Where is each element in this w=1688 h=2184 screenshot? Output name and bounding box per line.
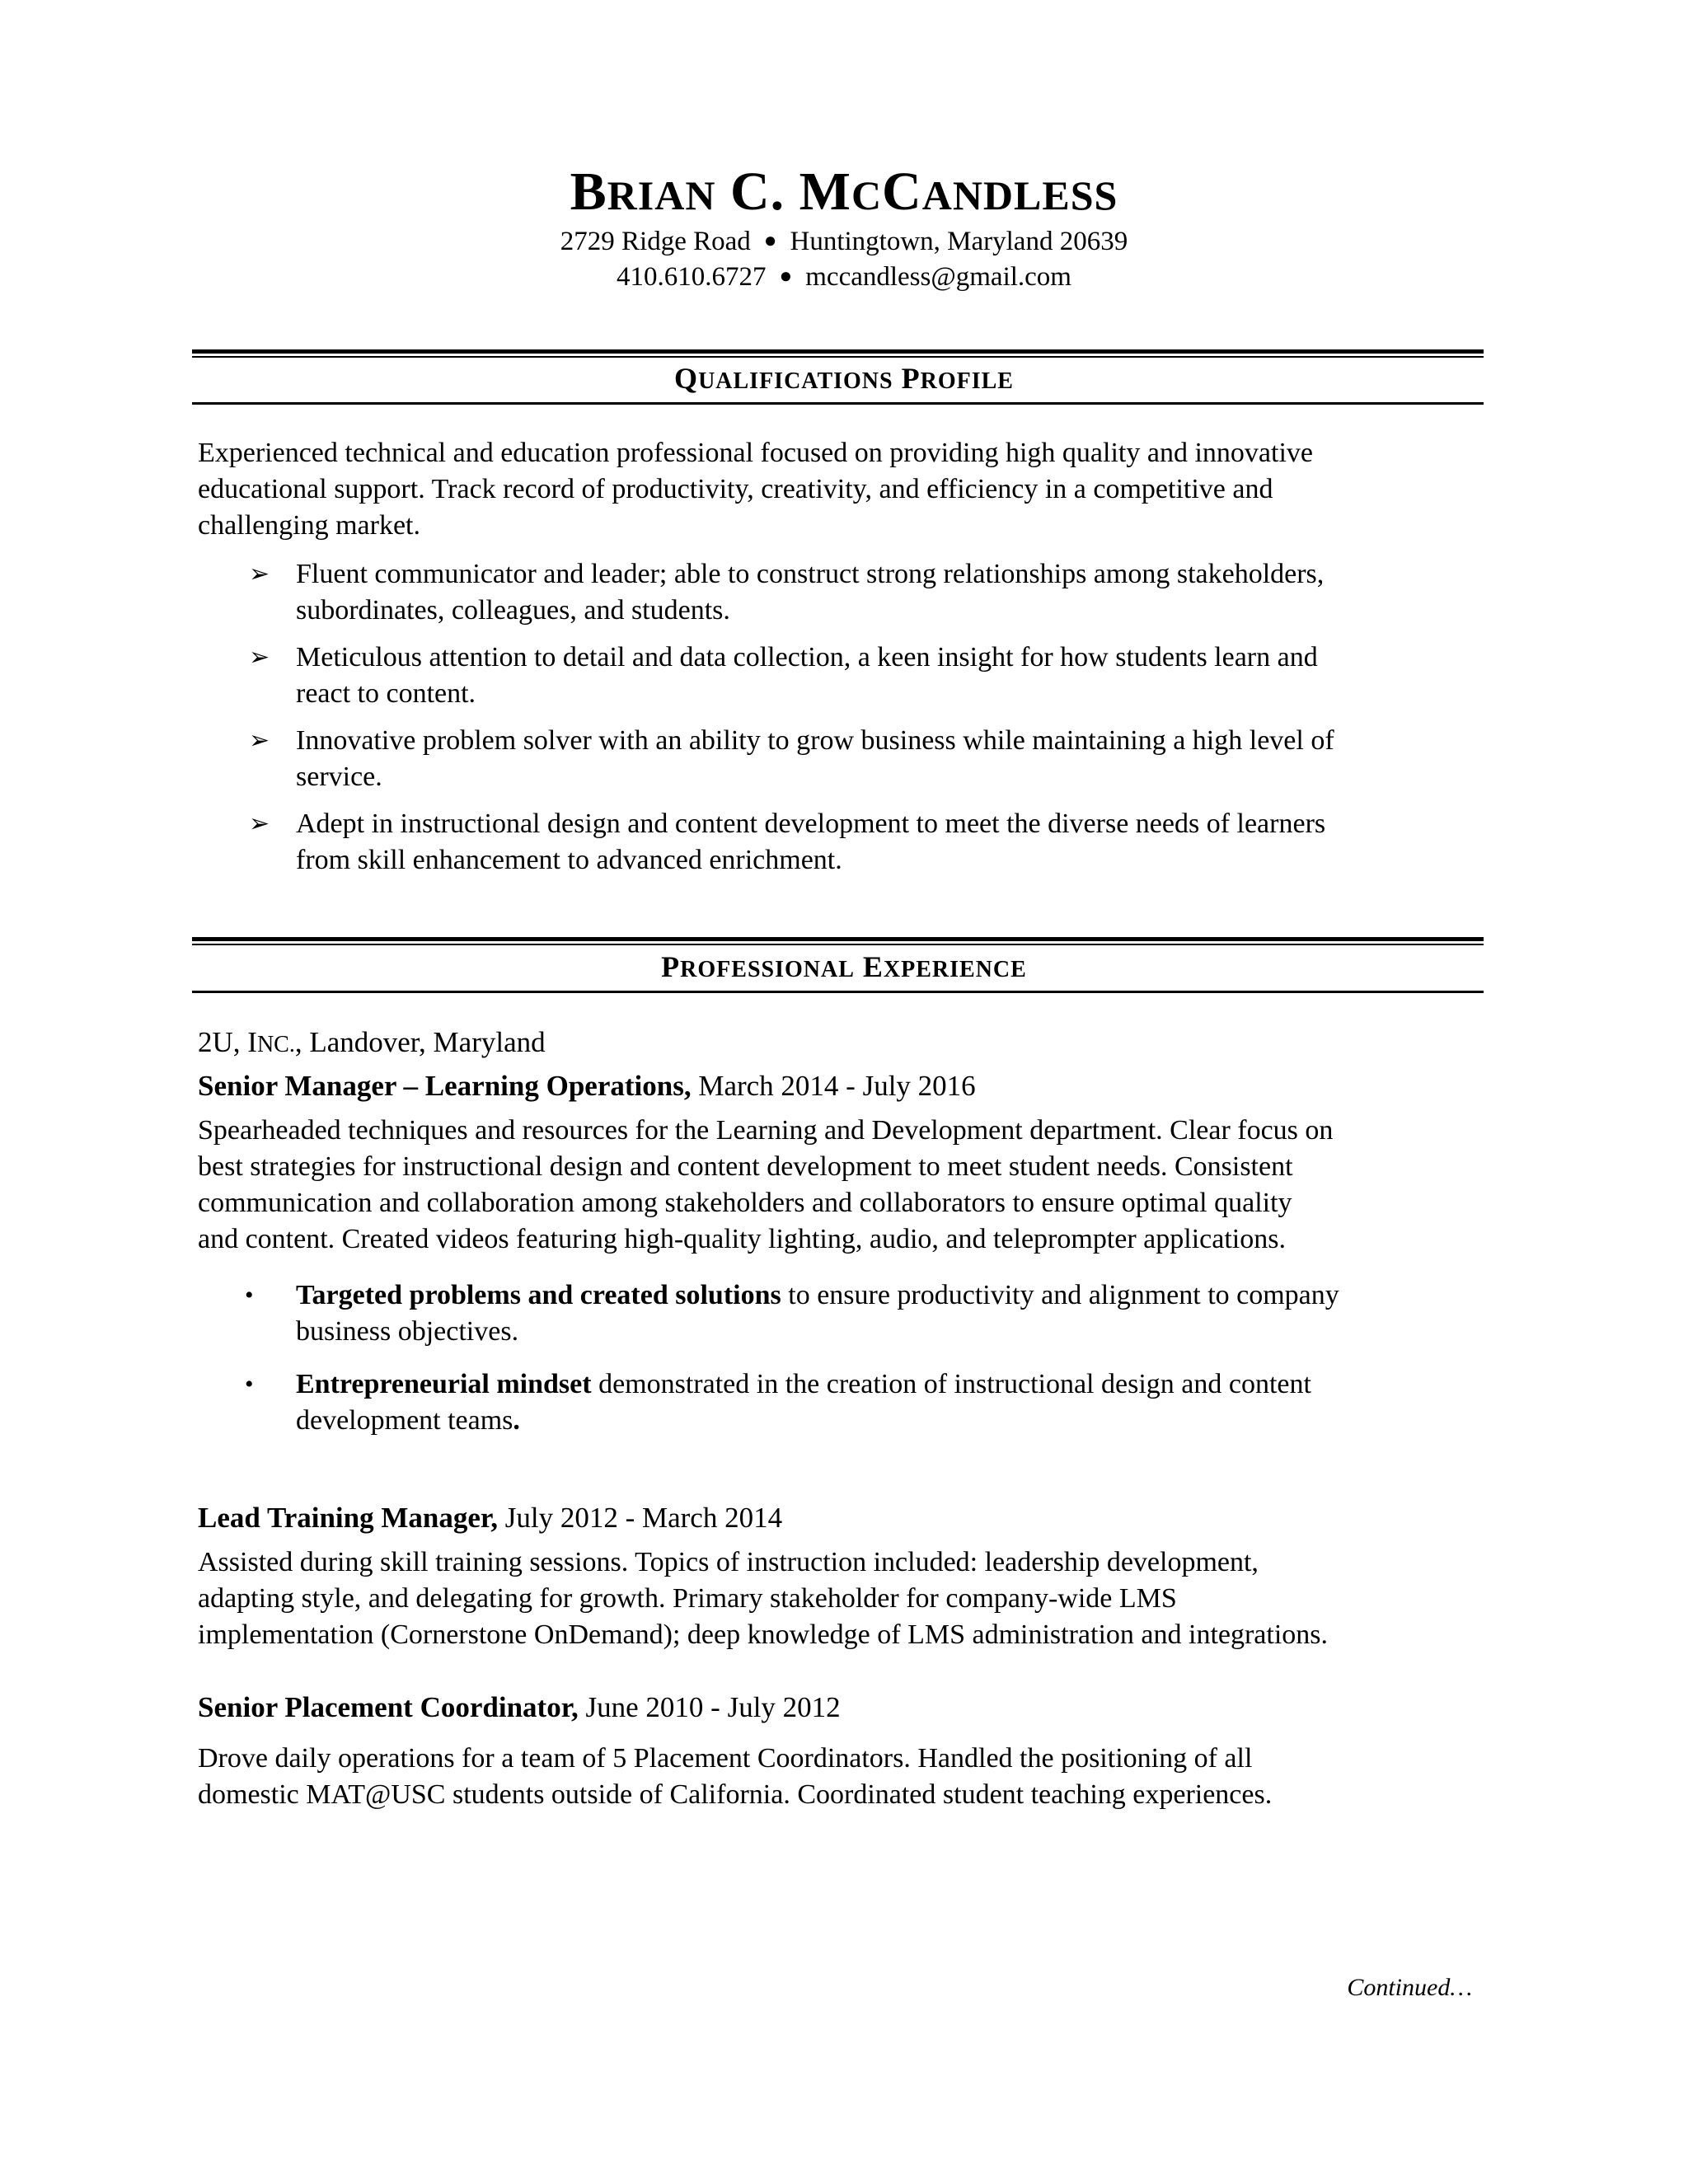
street-address: 2729 Ridge Road <box>560 227 751 256</box>
section-title-qualifications: QUALIFICATIONS PROFILE <box>674 362 1014 395</box>
qualifications-bullets <box>198 556 1484 889</box>
list-item: • Targeted problems and created solutions to ensure productivity and alignment to company business objectives. <box>198 1277 1484 1350</box>
city-state-zip: Huntingtown, Maryland 20639 <box>790 227 1128 256</box>
job-title-senior-manager: Senior Manager – Learning Operations, March 2014 - July 2016 <box>198 1070 976 1102</box>
continued-note: Continued… <box>1347 1974 1472 2001</box>
qualifications-summary: Experienced technical and education professional focused on providing high quality and innovative educational support. Track record of productivity, creativity, and efficiency in a competitive and challenging market. <box>198 438 1313 541</box>
arrow-bullet-icon: ➢ <box>249 644 270 671</box>
address-line <box>0 227 1688 257</box>
section-title-experience: PROFESSIONAL EXPERIENCE <box>661 950 1027 983</box>
job-achievements <box>198 1277 1484 1450</box>
list-item: ➢ Fluent communicator and leader; able to construct strong relationships among stakeholders, subordinates, colleagues, and students. <box>198 556 1484 629</box>
email-address: mccandless@gmail.com <box>805 262 1071 292</box>
list-item: ➢ Meticulous attention to detail and data collection, a keen insight for how students learn and react to content. <box>198 640 1484 712</box>
disc-bullet-icon: • <box>245 1371 254 1398</box>
disc-bullet-icon: • <box>245 1282 254 1309</box>
list-item: • Entrepreneurial mindset demonstrated in the creation of instructional design and content development teams. <box>198 1366 1484 1439</box>
arrow-bullet-icon: ➢ <box>249 560 270 588</box>
job-description: Spearheaded techniques and resources for the Learning and Development department. Clear focus on best strategies for instructional design and content development to meet student needs. Consistent communication and collaboration among stakeholders and collaborators to ensure optimal quality and content. Created videos featuring high-quality lighting, audio, and teleprompter applications. <box>198 1115 1334 1254</box>
job-title-lead-training-manager: Lead Training Manager, July 2012 - March 2014 <box>198 1502 783 1534</box>
job-description: Drove daily operations for a team of 5 Placement Coordinators. Handled the positioning of all domestic MAT@USC students outside of California. Coordinated student teaching experiences. <box>198 1743 1273 1810</box>
contact-line <box>0 262 1688 293</box>
bullet-separator-icon: ● <box>763 228 777 252</box>
section-divider-double <box>192 349 1484 358</box>
company-name: 2U, INC., Landover, Maryland <box>198 1026 546 1058</box>
arrow-bullet-icon: ➢ <box>249 727 270 754</box>
bullet-separator-icon: ● <box>779 264 793 288</box>
candidate-name: BRIAN C. MCCANDLESS <box>570 162 1118 222</box>
section-divider-double <box>192 937 1484 945</box>
section-divider <box>192 402 1484 405</box>
job-title-senior-placement-coordinator: Senior Placement Coordinator, June 2010 - July 2012 <box>198 1691 841 1723</box>
phone-number: 410.610.6727 <box>617 262 767 292</box>
list-item: ➢ Adept in instructional design and content development to meet the diverse needs of learners from skill enhancement to advanced enrichment. <box>198 806 1484 879</box>
job-description: Assisted during skill training sessions. Topics of instruction included: leadership development, adapting style, and delegating for growth. Primary stakeholder for company-wide LMS implementation (Cornerstone OnDemand); deep knowledge of LMS administration and integrations. <box>198 1547 1329 1650</box>
arrow-bullet-icon: ➢ <box>249 810 270 837</box>
list-item: ➢ Innovative problem solver with an ability to grow business while maintaining a high level of service. <box>198 723 1484 795</box>
section-divider <box>192 991 1484 993</box>
